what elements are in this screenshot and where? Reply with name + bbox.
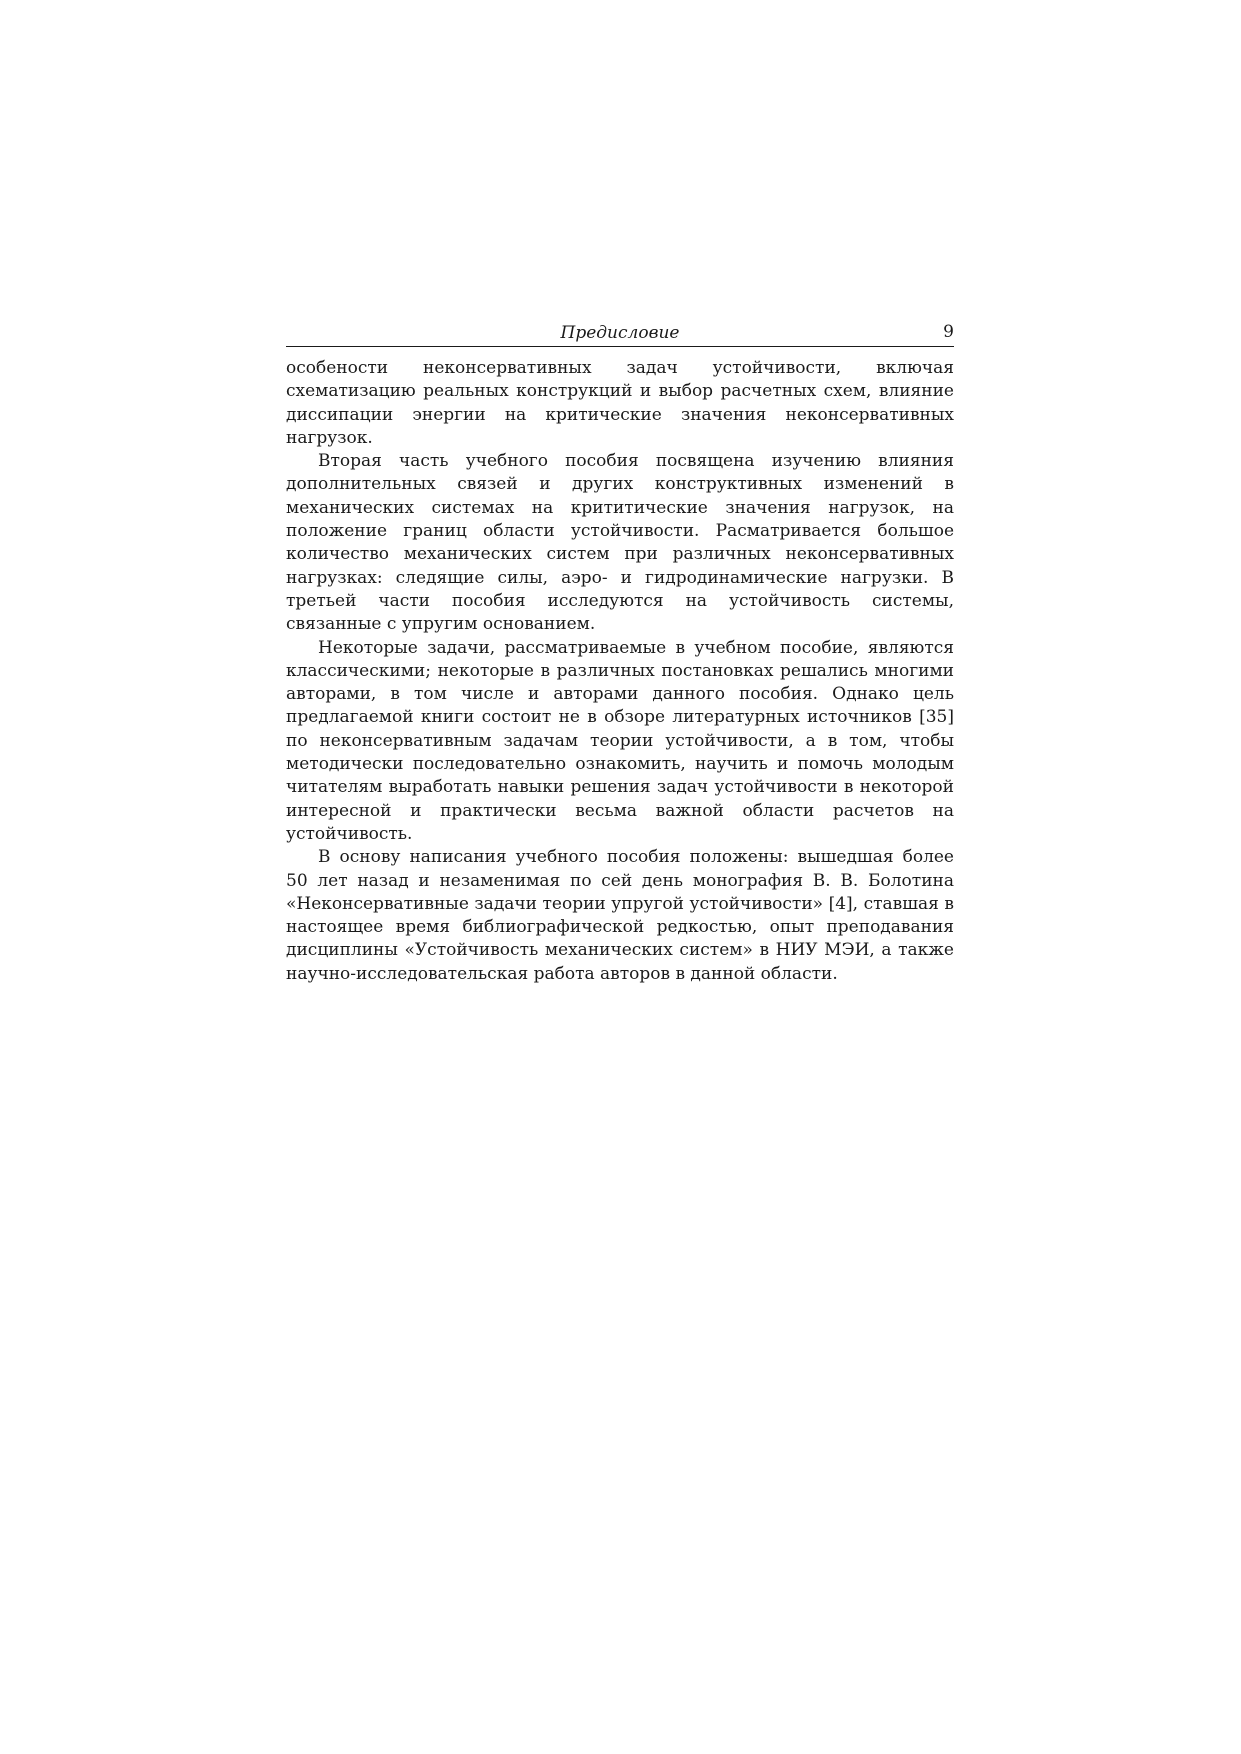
- paragraph-2: Вторая часть учебного пособия посвящена изучению влияния дополнительных связей и других конструктивных изменений в механических системах на крититические значения нагрузок, на положение границ области устойчивости. Расматривается большое количество механических систем при различных неконсервативных нагрузках: следящие силы, аэро- и гидродинамические нагрузки. В третьей части пособия исследуются на устойчивость системы, связанные с упругим основанием.: [286, 451, 954, 635]
- book-page: [286, 322, 954, 986]
- running-header: [286, 322, 954, 347]
- paragraph-4: В основу написания учебного пособия положены: вышедшая более 50 лет назад и незаменимая по сей день монография В. В. Болотина «Неконсервативные задачи теории упругой устойчивости» [4], ставшая в настоящее время библиографической редкостью, опыт преподавания дисциплины «Устойчивость механических систем» в НИУ МЭИ, а также научно-исследовательская работа авторов в данной области.: [286, 847, 954, 984]
- running-title: Предисловие: [560, 323, 680, 343]
- paragraph-3: Некоторые задачи, рассматриваемые в учебном пособие, являются классическими; некоторые в различных постановках решались многими авторами, в том числе и авторами данного пособия. Однако цель предлагаемой книги состоит не в обзоре литературных источников [35] по неконсервативным задачам теории устойчивости, а в том, чтобы методически последовательно ознакомить, научить и помочь молодым читателям выработать навыки решения задач устойчивости в некоторой интересной и практически весьма важной области расчетов на устойчивость.: [286, 637, 954, 844]
- body-text: [286, 357, 954, 986]
- page-number: 9: [943, 322, 954, 342]
- paragraph-1: особености неконсервативных задач устойчивости, включая схематизацию реальных конструкций и выбор расчетных схем, влияние диссипации энергии на критические значения неконсервативных нагрузок.: [286, 358, 954, 448]
